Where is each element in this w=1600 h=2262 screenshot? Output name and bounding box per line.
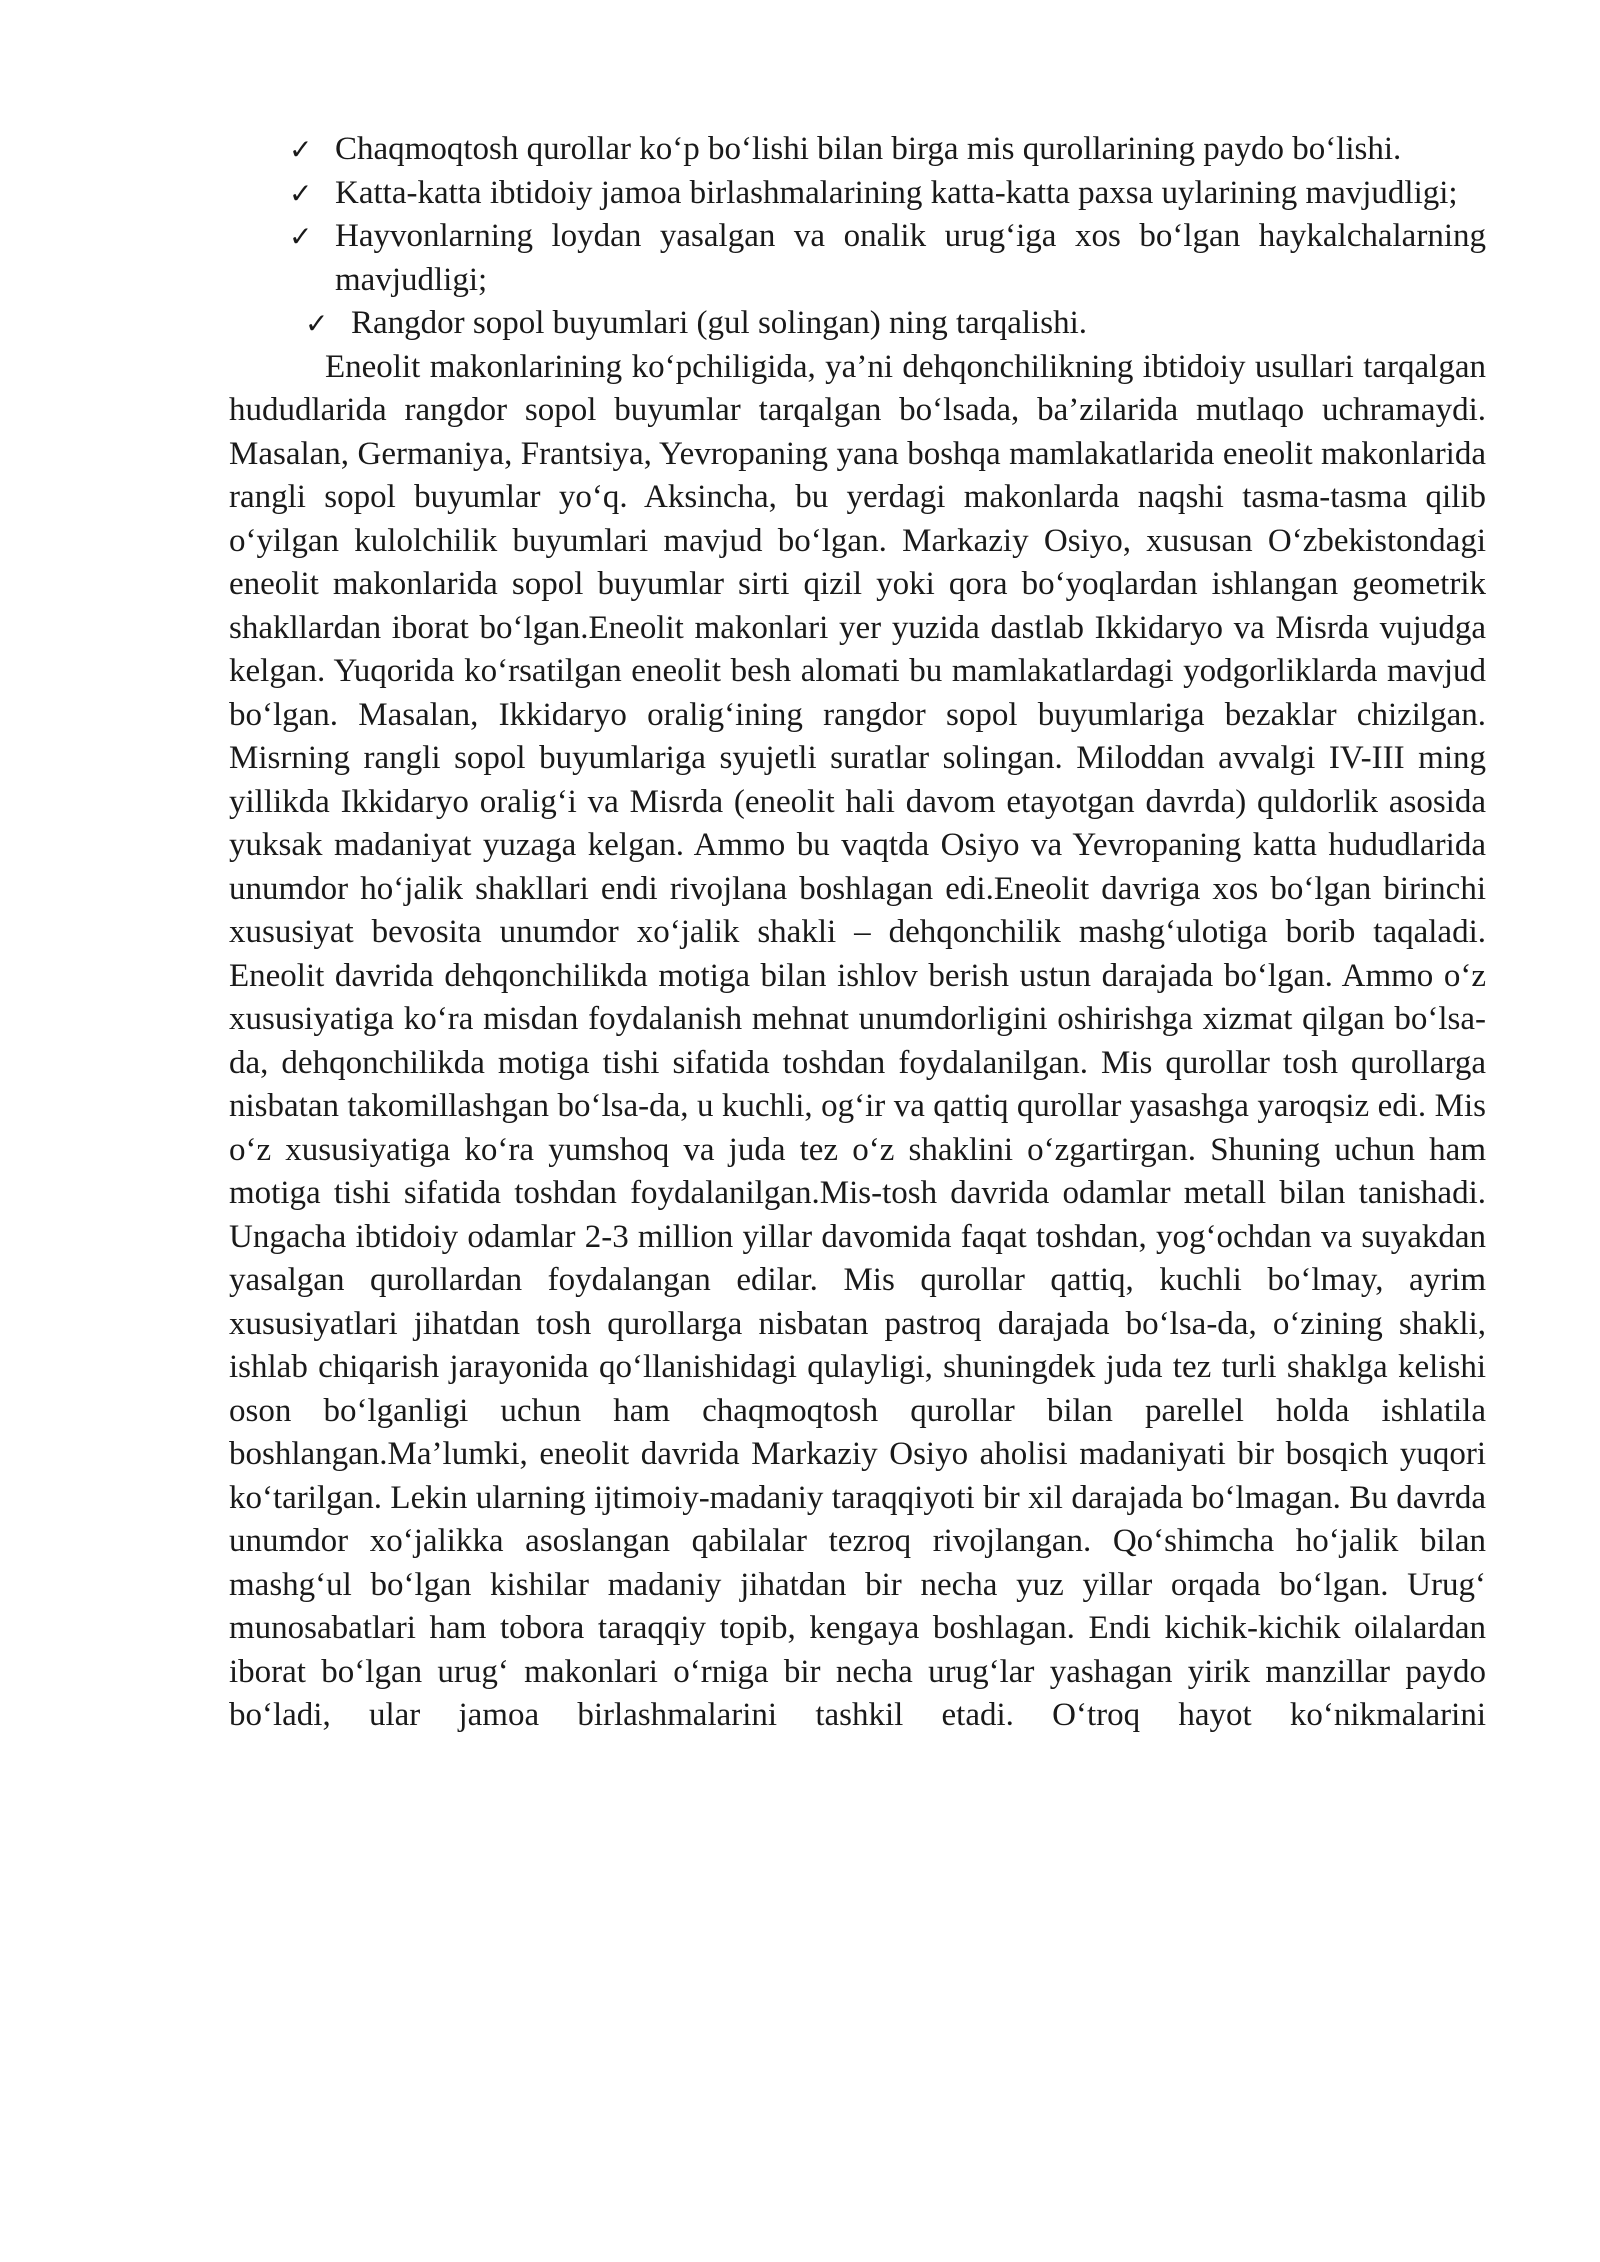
checklist-item (229, 172, 1486, 216)
checklist-item-text: Rangdor sopol buyumlari (gul solingan) ning tarqalishi. (351, 305, 1087, 341)
checklist-item-text: Katta-katta ibtidoiy jamoa birlashmalarining katta-katta paxsa uylarining mavjudligi; (335, 174, 1458, 211)
checklist (229, 128, 1486, 346)
body-paragraph: Eneolit makonlarining ko‘pchiligida, ya’ni dehqonchilikning ibtidoiy usullari tarqalgan hududlarida rangdor sopol buyumlar tarqalgan bo‘lsada, ba’zilarida mutlaqo uchramaydi. Masalan, Germaniya, Frantsiya, Yevropaning yana boshqa mamlakatlarida eneolit makonlarida rangli sopol buyumlar yo‘q. Aksincha, bu yerdagi makonlarda naqshi tasma-tasma qilib o‘yilgan kulolchilik buyumlari mavjud bo‘lgan. Markaziy Osiyo, xususan O‘zbekistondagi eneolit makonlarida sopol buyumlar sirti qizil yoki qora bo‘yoqlardan ishlangan geometrik shakllardan iborat bo‘lgan.Eneolit makonlari yer yuzida dastlab Ikkidaryo va Misrda vujudga kelgan. Yuqorida ko‘rsatilgan eneolit besh alomati bu mamlakatlardagi yodgorliklarda mavjud bo‘lgan. Masalan, Ikkidaryo oralig‘ining rangdor sopol buyumlariga bezaklar chizilgan. Misrning rangli sopol buyumlariga syujetli suratlar solingan. Miloddan avvalgi IV-III ming yillikda Ikkidaryo oralig‘i va Misrda (eneolit hali davom etayotgan davrda) quldorlik asosida yuksak madaniyat yuzaga kelgan. Ammo bu vaqtda Osiyo va Yevropaning katta hududlarida unumdor ho‘jalik shakllari endi rivojlana boshlagan edi.Eneolit davriga xos bo‘lgan birinchi xususiyat bevosita unumdor xo‘jalik shakli – dehqonchilik mashg‘ulotiga borib taqaladi. Eneolit davrida dehqonchilikda motiga bilan ishlov berish ustun darajada bo‘lgan. Ammo o‘z xususiyatiga ko‘ra misdan foydalanish mehnat unumdorligini oshirishga xizmat qilgan bo‘lsa-da, dehqonchilikda motiga tishi sifatida toshdan foydalanilgan. Mis qurollar tosh qurollarga nisbatan takomillashgan bo‘lsa-da, u kuchli, og‘ir va qattiq qurollar yasashga yaroqsiz edi. Mis o‘z xususiyatiga ko‘ra yumshoq va juda tez o‘z shaklini o‘zgartirgan. Shuning uchun ham motiga tishi sifatida toshdan foydalanilgan.Mis-tosh davrida odamlar metall bilan tanishadi. Ungacha ibtidoiy odamlar 2-3 million yillar davomida faqat toshdan, yog‘ochdan va suyakdan yasalgan qurollardan foydalangan edilar. Mis qurollar qattiq, kuchli bo‘lmay, ayrim xususiyatlari jihatdan tosh qurollarga nisbatan pastroq darajada bo‘lsa-da, o‘zining shakli, ishlab chiqarish jarayonida qo‘llanishidagi qulayligi, shuningdek juda tez turli shaklga kelishi oson bo‘lganligi uchun ham chaqmoqtosh qurollar bilan parellel holda ishlatila boshlangan.Ma’lumki, eneolit davrida Markaziy Osiyo aholisi madaniyati bir bosqich yuqori ko‘tarilgan. Lekin ularning ijtimoiy-madaniy taraqqiyoti bir xil darajada bo‘lmagan. Bu davrda unumdor xo‘jalikka asoslangan qabilalar tezroq rivojlangan. Qo‘shimcha ho‘jalik bilan mashg‘ul bo‘lgan kishilar madaniy jihatdan bir necha yuz yillar orqada bo‘lgan. Urug‘ munosabatlari ham tobora taraqqiy topib, kengaya boshlagan. Endi kichik-kichik oilalardan iborat bo‘lgan urug‘ makonlari o‘rniga bir necha urug‘lar yashagan yirik manzillar paydo bo‘ladi, ular jamoa birlashmalarini tashkil etadi. O‘troq hayot ko‘nikmalarini (229, 348, 1486, 1733)
page-content (229, 128, 1486, 1738)
checklist-item (229, 128, 1486, 172)
checklist-item-text: Hayvonlarning loydan yasalgan va onalik urug‘iga xos bo‘lgan haykalchalarning mavjudligi; (335, 218, 1486, 298)
checklist-item (229, 302, 1486, 346)
checkmark-icon: ✓ (289, 133, 313, 166)
checkmark-icon: ✓ (305, 307, 329, 340)
checklist-item (229, 215, 1486, 302)
checkmark-icon: ✓ (289, 220, 313, 253)
checkmark-icon: ✓ (289, 176, 313, 210)
checklist-item-text: Chaqmoqtosh qurollar ko‘p bo‘lishi bilan birga mis qurollarining paydo bo‘lishi. (335, 131, 1402, 167)
